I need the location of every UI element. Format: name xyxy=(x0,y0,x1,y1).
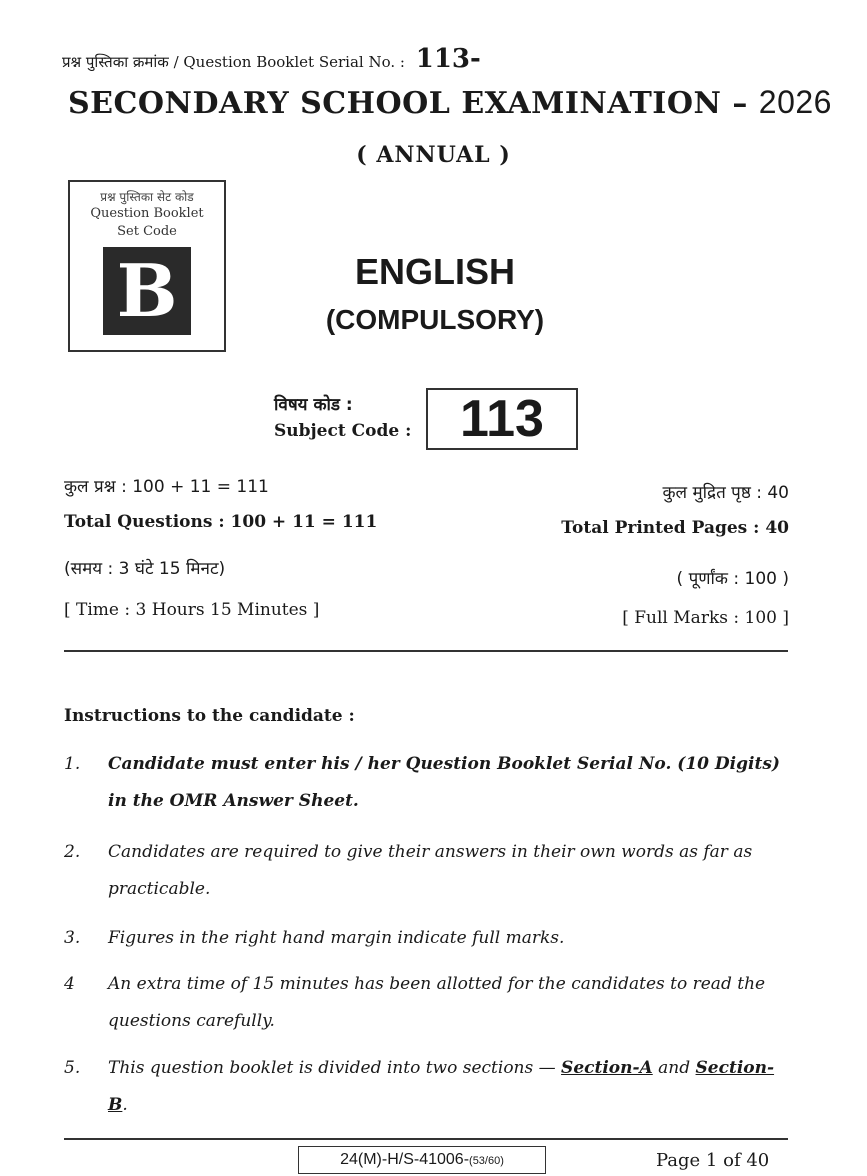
instruction-number: 3. xyxy=(64,928,81,948)
full-marks-hindi: ( पूर्णांक : 100 ) xyxy=(676,569,789,589)
page-number: Page 1 of 40 xyxy=(656,1150,770,1171)
serial-label-english: / Question Booklet Serial No. : xyxy=(173,53,405,71)
subject-type: (COMPULSORY) xyxy=(325,304,545,335)
total-questions-english: Total Questions : 100 + 11 = 111 xyxy=(64,512,378,532)
section-b-label: Section-B xyxy=(108,1058,775,1115)
instructions-heading: Instructions to the candidate : xyxy=(64,706,355,726)
instruction-number: 2. xyxy=(64,842,81,862)
serial-number-line xyxy=(62,44,481,74)
total-questions-hindi: कुल प्रश्न : 100 + 11 = 111 xyxy=(64,477,269,497)
instruction-item-1 xyxy=(64,746,788,820)
instruction-text: Candidates are required to give their answers in their own words as far as practicable. xyxy=(108,842,753,899)
subject-code-label-hindi: विषय कोड : xyxy=(274,395,353,415)
set-code-label-hindi: प्रश्न पुस्तिका सेट कोड xyxy=(100,190,194,204)
instruction-text-before: This question booklet is divided into two sections — xyxy=(108,1058,562,1078)
instruction-item-5 xyxy=(64,1050,788,1124)
instruction-item-3 xyxy=(64,920,788,957)
printed-pages-english: Total Printed Pages : 40 xyxy=(561,518,789,538)
full-marks-english: [ Full Marks : 100 ] xyxy=(622,608,789,628)
subject-code-label xyxy=(274,392,411,444)
subject-code-label-english: Subject Code : xyxy=(274,421,412,441)
section-a-label: Section-A xyxy=(561,1058,653,1078)
set-code-value: B xyxy=(103,247,191,335)
instruction-number: 5. xyxy=(64,1058,81,1078)
set-code-label-english-1: Question Booklet xyxy=(90,206,204,221)
exam-title xyxy=(68,84,832,121)
paper-code-suffix: (53/60) xyxy=(469,1155,504,1167)
instruction-item-2 xyxy=(64,834,788,908)
instruction-text: Figures in the right hand margin indicate full marks. xyxy=(108,928,565,948)
subject-code-value: 113 xyxy=(426,388,578,450)
instruction-text: Candidate must enter his / her Question Booklet Serial No. (10 Digits) in the OMR Answer Sheet. xyxy=(108,754,780,811)
instruction-text-after: . xyxy=(122,1095,128,1115)
exam-type: ( ANNUAL ) xyxy=(356,142,511,168)
divider-bottom xyxy=(64,1138,788,1140)
instruction-text: An extra time of 15 minutes has been allotted for the candidates to read the questions carefully. xyxy=(108,974,766,1031)
paper-code: 24(M)-H/S-41006- xyxy=(340,1151,470,1168)
instruction-text xyxy=(108,1050,788,1124)
instruction-item-4 xyxy=(64,966,788,1040)
paper-code-box xyxy=(298,1146,546,1174)
set-code-box xyxy=(68,180,226,352)
printed-pages-hindi: कुल मुद्रित पृष्ठ : 40 xyxy=(662,483,789,503)
serial-label-hindi: प्रश्न पुस्तिका क्रमांक xyxy=(62,53,169,71)
instruction-number: 4 xyxy=(64,974,75,994)
instruction-text-mid: and xyxy=(652,1058,696,1078)
exam-year: 2026 xyxy=(758,84,832,120)
divider-top xyxy=(64,650,788,652)
subject-title xyxy=(300,250,570,340)
subject-name: ENGLISH xyxy=(354,251,515,292)
serial-number-value: 113- xyxy=(415,44,481,74)
time-english: [ Time : 3 Hours 15 Minutes ] xyxy=(64,600,320,620)
exam-title-text: SECONDARY SCHOOL EXAMINATION – xyxy=(68,86,748,121)
instruction-number: 1. xyxy=(64,754,81,774)
set-code-label-english-2: Set Code xyxy=(117,224,177,239)
time-hindi: (समय : 3 घंटे 15 मिनट) xyxy=(64,559,226,579)
